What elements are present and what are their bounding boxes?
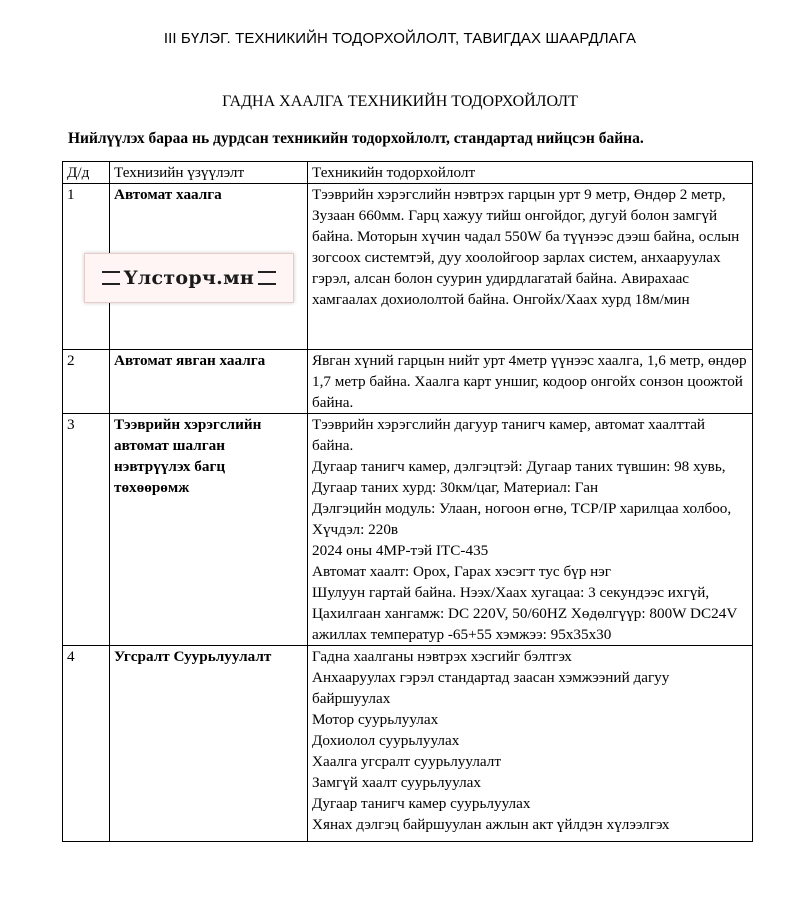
- header-num: Д/д: [63, 162, 110, 184]
- stamp-text: Үлсторч.мн: [123, 267, 255, 289]
- spec-line: 2024 оны 4MP-тэй ITC-435: [312, 542, 489, 559]
- row-num: 3: [63, 414, 110, 646]
- spec-line: Мотор суурьлуулах: [312, 711, 439, 728]
- row-spec: Явган хүний гарцын нийт урт 4метр үүнээс хаалга, 1,6 метр, өндөр 1,7 метр байна. Хаалга карт уншиг, кодоор онгойх сонзон цоожтой байна.: [308, 350, 753, 414]
- row-name: [110, 350, 308, 414]
- sub-heading: ГАДНА ХААЛГА ТЕХНИКИЙН ТОДОРХОЙЛОЛТ: [222, 93, 578, 110]
- row-name: [110, 646, 308, 842]
- table-row: [63, 646, 753, 842]
- intro-text: Нийлүүлэх бараа нь дурдсан техникийн тодорхойлолт, стандартад нийцсэн байна.: [68, 130, 644, 147]
- row-spec: [308, 414, 753, 646]
- section-heading: III БҮЛЭГ. ТЕХНИКИЙН ТОДОРХОЙЛОЛТ, ТАВИГДАХ ШААРДЛАГА: [163, 30, 637, 47]
- row-spec: [308, 646, 753, 842]
- row-name: [110, 414, 308, 646]
- spec-line: Хянах дэлгэц байршуулан ажлын акт үйлдэн хүлээлгэх: [312, 816, 670, 833]
- spec-line: Дохиолол суурьлуулах: [312, 732, 460, 749]
- row-num: 2: [63, 350, 110, 414]
- spec-line: Дэлгэцийн модуль: Улаан, ногоон өгнө, TCP/IP харилцаа холбоо, Хүчдэл: 220в: [312, 500, 732, 538]
- row-name-text: Автомат явган хаалга: [114, 352, 266, 369]
- header-specification: Техникийн тодорхойлолт: [308, 162, 753, 184]
- watermark-stamp: [84, 253, 294, 303]
- spec-line: Дугаар танигч камер суурьлуулах: [312, 795, 531, 812]
- spec-line: Тээврийн хэрэгслийн дагуур танигч камер, автомат хаалттай байна.: [312, 416, 706, 454]
- spec-line: Замгүй хаалт суурьлуулах: [312, 774, 481, 791]
- row-num: 4: [63, 646, 110, 842]
- spec-line: Хаалга угсралт суурьлуулалт: [312, 753, 501, 770]
- row-name-text: Автомат хаалга: [114, 186, 222, 203]
- row-name-text: Угсралт Суурьлуулалт: [114, 648, 272, 665]
- table-header-row: [63, 162, 753, 184]
- table-row: [63, 350, 753, 414]
- spec-line: Автомат хаалт: Орох, Гарах хэсэгт тус бүр нэг: [312, 563, 612, 580]
- table-row: [63, 414, 753, 646]
- row-num: 1: [63, 184, 110, 350]
- spec-line: Анхааруулах гэрэл стандартад заасан хэмжээний дагуу байршуулах: [312, 669, 670, 707]
- row-spec: Тээврийн хэрэгслийн нэвтрэх гарцын урт 9 метр, Өндөр 2 метр, Зузаан 660мм. Гарц хажуу тийш онгойдог, дугуй болон замгүй байна. Моторын хүчин чадал 550W ба түүнээс дээш байна, ослын зогсоох системтэй, дуу хоолойгоор зарлах систем, анхааруулах гэрэл, алсан болон суурин удирдлагатай байна. Авирахаас хамгаалах дохиололтой байна. Онгойх/Хаах хурд 18м/мин: [308, 184, 753, 350]
- spec-line: Гадна хаалганы нэвтрэх хэсгийг бэлтгэх: [312, 648, 572, 665]
- row-name-text: Тээврийн хэрэгслийн автомат шалган нэвтрүүлэх багц төхөөрөмж: [114, 416, 262, 496]
- spec-line: Дугаар танигч камер, дэлгэцтэй: Дугаар таних түвшин: 98 хувь, Дугаар таних хурд: 30км/цаг, Материал: Ган: [312, 458, 726, 496]
- stamp-bar-icon: [102, 271, 120, 285]
- stamp-bar-icon: [258, 271, 276, 285]
- spec-line: Шулуун гартай байна. Нээх/Хаах хугацаа: 3 секундээс ихгүй, Цахилгаан хангамж: DC 220V, 50/60HZ Хөдөлгүүр: 800W DC24V ажиллах температур -65+55 хэмжээ: 95x35x30: [312, 584, 738, 643]
- header-parameter: Технизийн үзүүлэлт: [110, 162, 308, 184]
